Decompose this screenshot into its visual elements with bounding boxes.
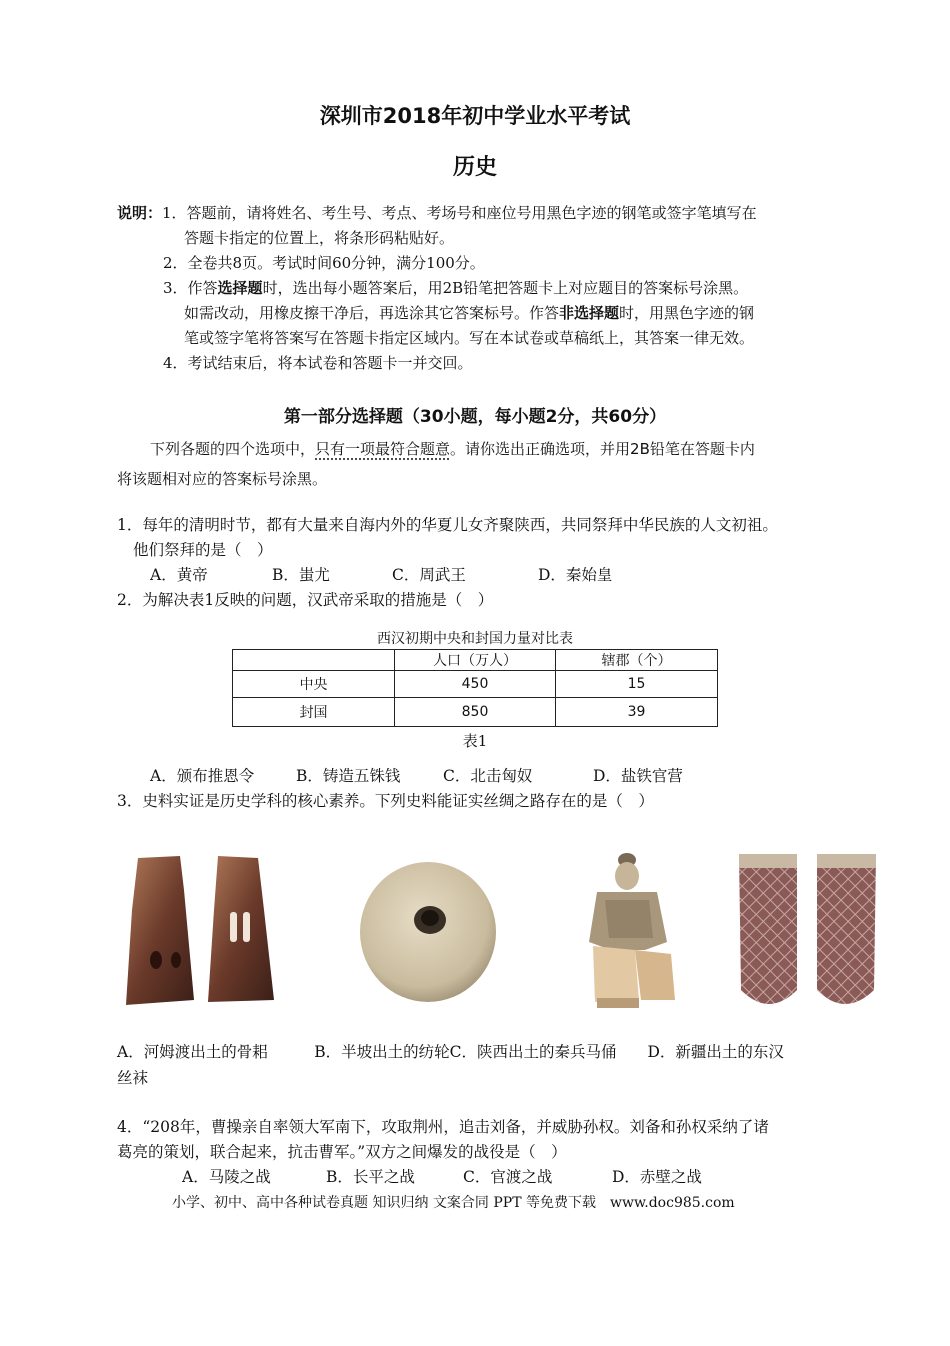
notes-block: [117, 201, 757, 226]
q1-option-b: B．蚩尤: [272, 566, 330, 584]
q1-option-c: C．周武王: [392, 566, 466, 584]
q1-option-d: D．秦始皇: [538, 566, 613, 584]
note-1b: 答题卡指定的位置上，将条形码粘贴好。: [184, 229, 455, 247]
q2-stem: 2．为解决表1反映的问题，汉武帝采取的措施是（ ）: [117, 591, 494, 609]
section-instruction: [150, 434, 755, 464]
row-label: 封国: [233, 698, 395, 727]
instruction-post: 。请你选出正确选项，并用2B铅笔在答题卡内: [450, 440, 755, 458]
table-title: 西汉初期中央和封国力量对比表: [377, 631, 573, 647]
q4-option-b: B．长平之战: [326, 1168, 415, 1186]
cell-commanderies: 39: [556, 698, 718, 727]
q4-option-d: D．赤壁之战: [612, 1168, 702, 1186]
table-row: [233, 698, 718, 727]
silk-stockings-image: [735, 850, 880, 1010]
q1-option-a: A．黄帝: [150, 566, 208, 584]
q4-stem-1: 4．“208年，曹操亲自率领大军南下，攻取荆州，追击刘备，并威胁孙权。刘备和孙权采纳了诸: [117, 1118, 769, 1136]
note-3a-post: 时，选出每小题答案后，用2B铅笔把答题卡上对应题目的答案标号涂黑。: [262, 279, 749, 297]
bone-spade-image: [118, 850, 278, 1010]
note-3a-bold: 选择题: [217, 279, 263, 297]
instruction-emphasis: 只有一项最符合题意: [315, 440, 451, 458]
q2-option-a: A．颁布推恩令: [150, 767, 255, 785]
note-2: 2．全卷共8页。考试时间60分钟，满分100分。: [163, 254, 485, 272]
q1-stem-1: 1．每年的清明时节，都有大量来自海内外的华夏儿女齐聚陕西，共同祭拜中华民族的人文初祖。: [117, 516, 778, 534]
instruction-pre: 下列各题的四个选项中，: [150, 440, 316, 458]
q2-option-b: B．铸造五铢钱: [296, 767, 401, 785]
note-1a: 1．答题前，请将姓名、考生号、考点、考场号和座位号用黑色字迹的钢笔或签字笔填写在: [162, 204, 757, 222]
q3-stem: 3．史料实证是历史学科的核心素养。下列史料能证实丝绸之路存在的是（ ）: [117, 792, 654, 810]
note-3b-pre: 如需改动，用橡皮擦干净后，再选涂其它答案标号。作答: [184, 304, 560, 322]
q3-options-wrap: 丝袜: [117, 1069, 149, 1087]
header-population: 人口（万人）: [395, 650, 556, 671]
q3-options: A．河姆渡出土的骨耜 B．半坡出土的纺轮C．陕西出土的秦兵马俑 D．新疆出土的东汉: [117, 1043, 784, 1061]
table-row: [233, 671, 718, 698]
q2-option-c: C．北击匈奴: [443, 767, 533, 785]
q4-stem-2: 葛亮的策划，联合起来，抗击曹军。”双方之间爆发的战役是（ ）: [117, 1143, 567, 1161]
cell-population: 450: [395, 671, 556, 698]
note-3b-post: 时，用黑色字迹的钢: [619, 304, 755, 322]
note-4: 4．考试结束后，将本试卷和答题卡一并交回。: [163, 354, 473, 372]
footer-link-text: 小学、初中、高中各种试卷真题 知识归纳 文案合同 PPT 等免费下载 www.doc985.com: [172, 1195, 735, 1211]
cell-population: 850: [395, 698, 556, 727]
instruction-line2: 将该题相对应的答案标号涂黑。: [117, 470, 328, 488]
note-3b-bold: 非选择题: [559, 304, 620, 322]
note-3b: [184, 301, 754, 326]
note-3a: [163, 276, 748, 301]
q1-stem-2: 他们祭拜的是（ ）: [133, 541, 273, 559]
q4-option-c: C．官渡之战: [463, 1168, 553, 1186]
q2-option-d: D．盐铁官营: [593, 767, 683, 785]
spindle-whorl-image: [358, 850, 498, 1010]
terracotta-warrior-image: [575, 850, 685, 1010]
subject-title: 历史: [452, 155, 497, 180]
comparison-table: [232, 649, 718, 727]
notes-label: 说明：: [117, 204, 163, 222]
q4-option-a: A．马陵之战: [182, 1168, 271, 1186]
note-3c: 笔或签字笔将答案写在答题卡指定区域内。写在本试卷或草稿纸上，其答案一律无效。: [184, 329, 755, 347]
header-commanderies: 辖郡（个）: [556, 650, 718, 671]
table-corner: [233, 650, 395, 671]
section-heading: 第一部分选择题（30小题，每小题2分，共60分）: [283, 407, 667, 427]
cell-commanderies: 15: [556, 671, 718, 698]
table-caption: 表1: [462, 732, 488, 750]
exam-title: 深圳市2018年初中学业水平考试: [319, 104, 631, 128]
row-label: 中央: [233, 671, 395, 698]
note-3a-pre: 3．作答: [163, 279, 218, 297]
